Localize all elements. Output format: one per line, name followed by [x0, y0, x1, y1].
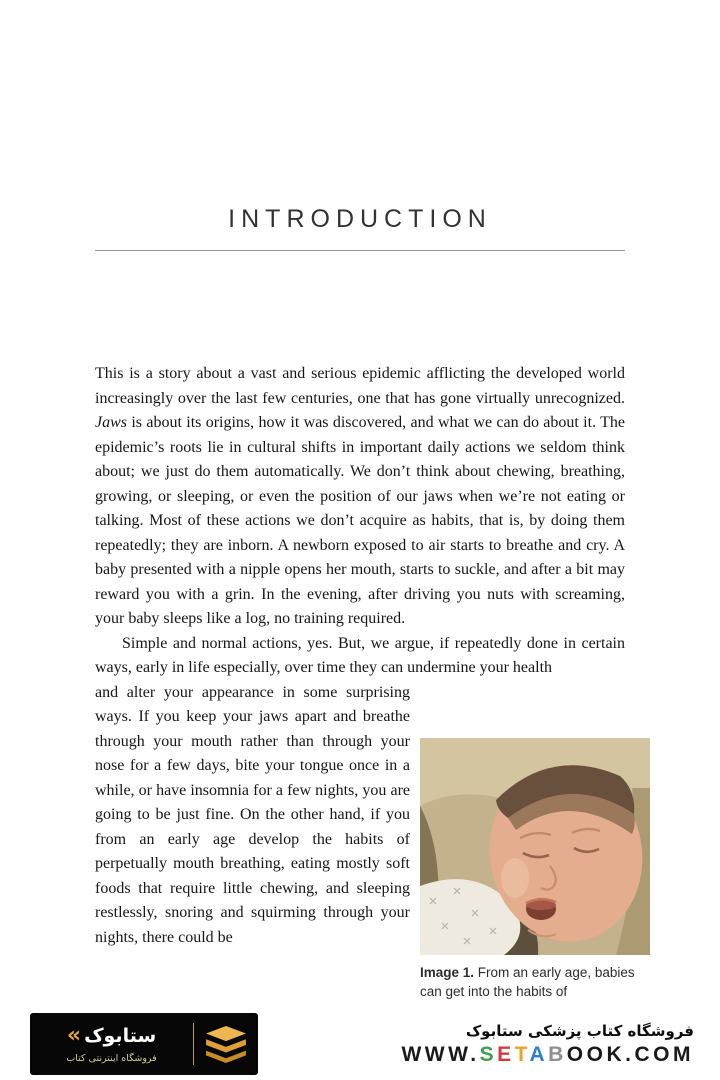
- watermark-bar: [0, 1008, 720, 1080]
- chapter-title: INTRODUCTION: [228, 205, 492, 233]
- brand-name: ستابوک: [84, 1025, 157, 1048]
- website-text: WWW.SETABOOK.COM: [401, 1042, 694, 1066]
- caption-label: Image 1.: [420, 965, 475, 980]
- paragraph-1-text: This is a story about a vast and serious epidemic afflicting the developed world increasingly over the last few centuries, one that has gone virtually unrecognized.: [95, 365, 625, 407]
- footer-right: [258, 1022, 720, 1067]
- setabook-logo: [40, 1024, 183, 1063]
- setabook-logo-panel: [30, 1013, 258, 1075]
- paragraph-1-continued: is about its origins, how it was discovered, and what we can do about it. The epidemic’s roots lie in cultural shifts in important daily actions we seldom think about; we just do them automatically. We don’t think about chewing, breathing, growing, or sleeping, or even the position of our jaws when we’re not eating or talking. Most of these actions we don’t acquire as habits, that is, by doing them repeatedly; they are inborn. A newborn exposed to air starts to breathe and cry. A baby presented with a nipple opens her mouth, starts to suckle, and after a bit may reward you with a grin. In the evening, after driving you nuts with screaming, your baby sleeps like a log, no training required.: [95, 414, 625, 627]
- baby-figure: [420, 738, 650, 1001]
- paragraph-2-wrapped: and alter your appearance in some surprising ways. If you keep your jaws apart and breathe through your mouth rather than through your nose for a few days, bite your tongue once in a while, or have insomnia for a few nights, you are going to be just fine. On the other hand, if you from an early age develop the habits of perpetually mouth breathing, eating mostly soft foods that require little chewing, and sleeping restlessly, snoring and squirming through your nights, there could be: [95, 683, 410, 946]
- paragraph-2-intro: Simple and normal actions, yes. But, we argue, if repeatedly done in certain ways, early in life especially, over time they can undermine your health: [95, 634, 625, 676]
- book-title-italic: Jaws: [95, 414, 127, 431]
- brand-subtitle: فروشگاه اینترنتی کتاب: [66, 1052, 157, 1064]
- persian-tagline: فروشگاه کتاب پزشکی ستابوک: [465, 1021, 694, 1040]
- paragraph-1: [95, 362, 625, 632]
- logo-divider: [193, 1023, 194, 1065]
- figure-caption: [420, 964, 650, 1001]
- chevron-icon: «: [66, 1023, 82, 1049]
- heading-divider: [95, 250, 625, 251]
- brand-name-row: [67, 1024, 156, 1048]
- caption-text: From an early age, babies can get into the habits of: [420, 965, 635, 999]
- stacked-layers-icon: [204, 1025, 248, 1063]
- newborn-baby-photo: [420, 738, 650, 955]
